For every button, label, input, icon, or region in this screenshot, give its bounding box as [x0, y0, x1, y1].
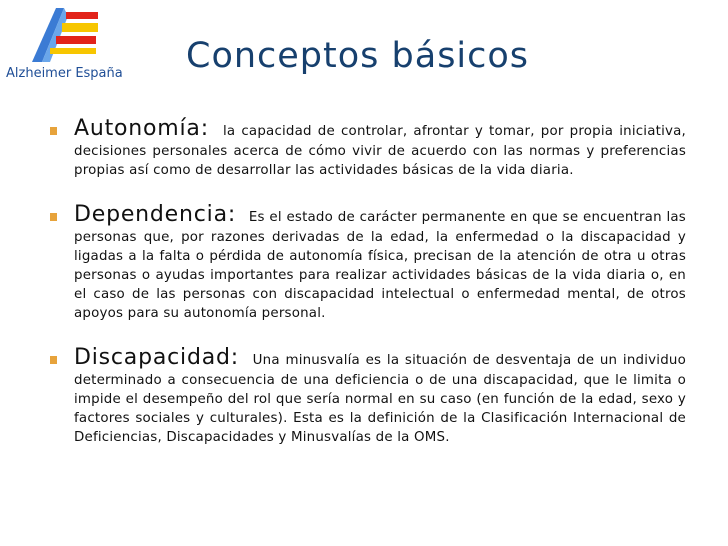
logo-mark-icon	[28, 6, 102, 64]
definition-item-dependencia	[50, 202, 686, 323]
definition-text	[74, 202, 686, 323]
definition-term: Dependencia:	[74, 202, 237, 227]
bullet-icon	[50, 213, 57, 221]
page-title: Conceptos básicos	[186, 36, 530, 76]
definition-text	[74, 116, 686, 180]
definitions-list	[50, 116, 686, 469]
alzheimer-espana-logo	[6, 4, 122, 86]
definition-term: Discapacidad:	[74, 345, 239, 370]
logo-text: Alzheimer España	[6, 66, 123, 81]
definition-term: Autonomía:	[74, 116, 209, 141]
definition-item-autonomia	[50, 116, 686, 180]
definition-text	[74, 345, 686, 447]
definition-body: Es el estado de carácter permanente en que se encuentran las personas que, por razones derivadas de la edad, la enfermedad o la discapacidad y ligadas a la falta o pérdida de autonomía física, precisan de la atención de otra u otras personas o ayudas importantes para realizar actividades básicas de la vida diaria o, en el caso de las personas con discapacidad intelectual o enfermedad mental, de otros apoyos para su autonomía personal.	[74, 210, 686, 321]
definition-body: la capacidad de controlar, afrontar y tomar, por propia iniciativa, decisiones personales acerca de cómo vivir de acuerdo con las normas y preferencias propias así como de desarrollar las actividades básicas de la vida diaria.	[74, 124, 686, 178]
definition-body: Una minusvalía es la situación de desventaja de un individuo determinado a consecuencia de una deficiencia o de una discapacidad, que le limita o impide el desempeño del rol que sería normal en su caso (en función de la edad, sexo y factores sociales y culturales). Esta es la definición de la Clasificación Internacional de Deficiencias, Discapacidades y Minusvalías de la OMS.	[74, 353, 686, 445]
bullet-icon	[50, 127, 57, 135]
bullet-icon	[50, 356, 57, 364]
definition-item-discapacidad	[50, 345, 686, 447]
